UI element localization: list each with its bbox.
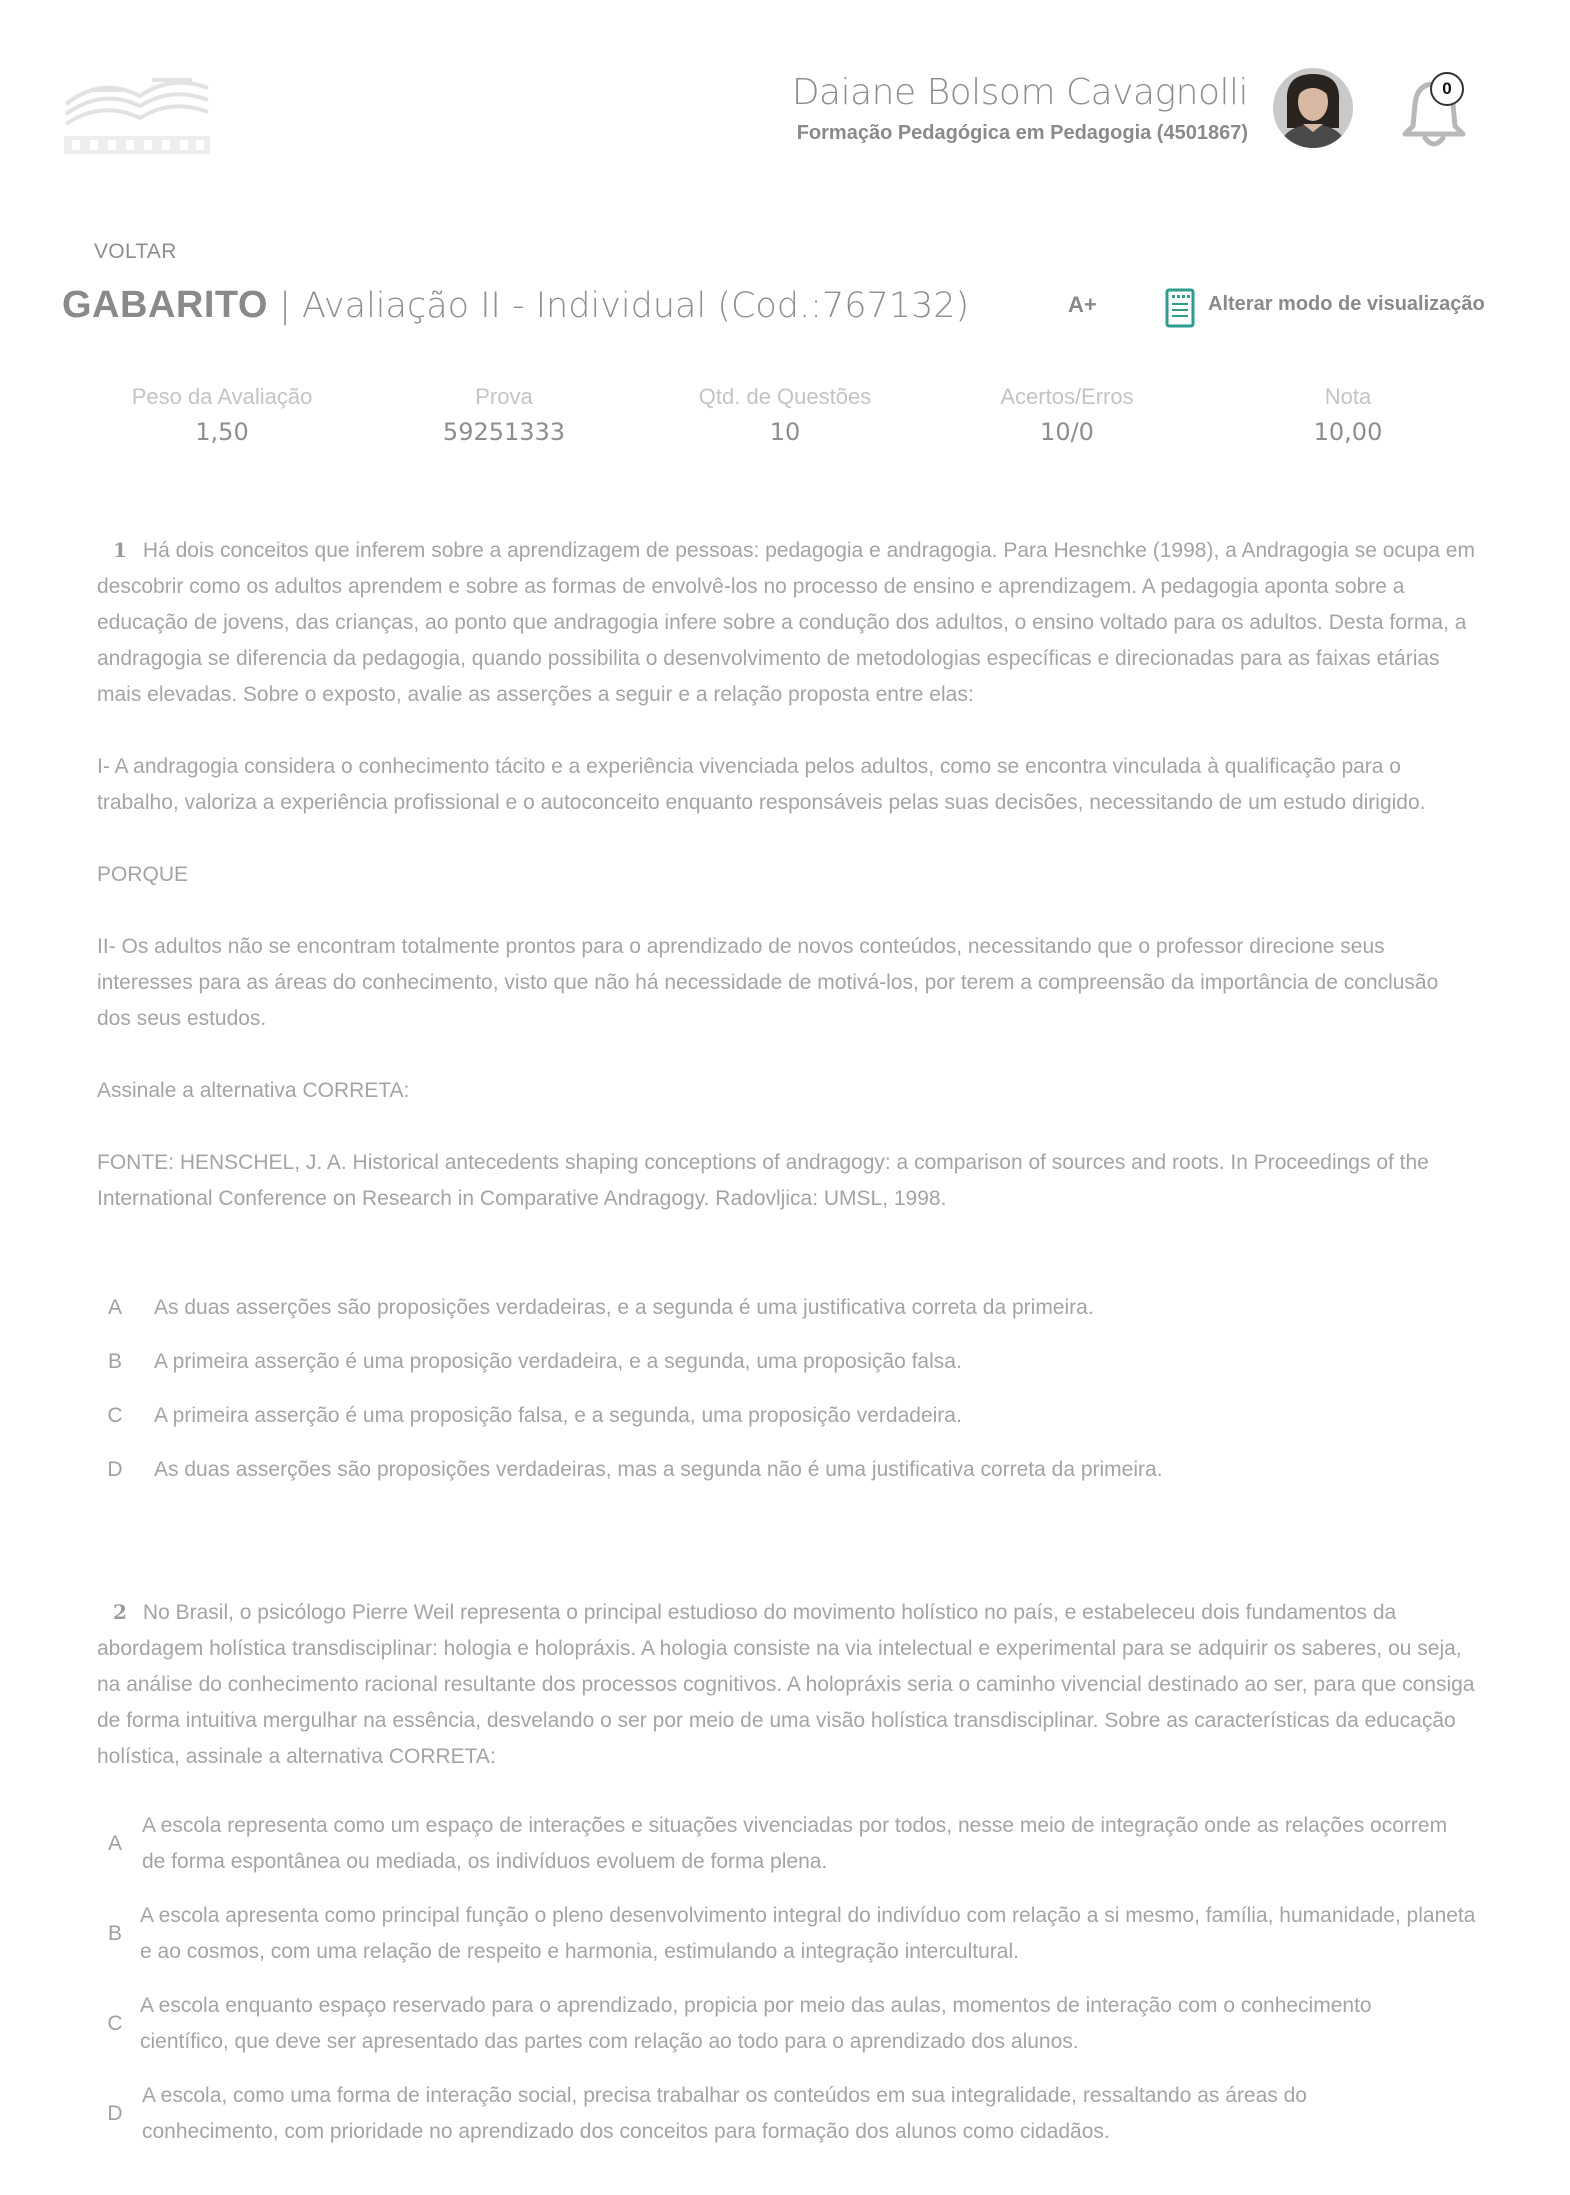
uniasselvi-logo[interactable] [62, 66, 212, 158]
increase-font-button[interactable]: A+ [1068, 292, 1097, 317]
option-letter: D [107, 1458, 123, 1481]
option-letter: A [107, 1296, 122, 1319]
instruction-text: Assinale a alternativa CORRETA: [97, 1079, 410, 1102]
option-letter: B [107, 1350, 122, 1373]
connector-text: PORQUE [97, 863, 189, 886]
stat-exam [364, 384, 644, 446]
change-view-mode-button[interactable]: Alterar modo de visualização [1208, 293, 1485, 315]
option-letter: D [107, 2102, 123, 2125]
option-letter: A [107, 1832, 122, 1855]
stat-question-count [645, 384, 925, 446]
question-number: 1 [113, 538, 127, 562]
question-2-option-a[interactable] [100, 1808, 1460, 1880]
option-letter: B [107, 1922, 122, 1945]
question-1-statement [97, 532, 1477, 713]
stat-value: 1,50 [195, 418, 249, 446]
question-2-option-d[interactable] [100, 2078, 1460, 2150]
question-2 [97, 1594, 1477, 1811]
stat-label: Peso da Avaliação [131, 384, 313, 409]
course-name: Formação Pedagógica em Pedagogia (4501867) [796, 122, 1248, 144]
option-text: A escola representa como um espaço de interações e situações vivenciadas por todos, nesse meio de integração onde as relações ocorrem de forma espontânea ou mediada, os indivíduos evoluem de forma plena. [142, 1814, 1448, 1873]
option-letter: C [107, 2012, 123, 2035]
question-text: No Brasil, o psicólogo Pierre Weil representa o principal estudioso do movimento holístico no país, e estabeleceu dois fundamentos da abordagem holística transdisciplinar: hologia e holopráxis. A hologia consiste na via intelectual e experimental para se adquirir os saberes, ou seja, na análise do conhecimento racional resultante dos processos cognitivos. A holopráxis seria o caminho vivencial destinado ao ser, para que consiga de forma intuitiva mergulhar na essência, desvelando o ser por meio de uma visão holística transdisciplinar. Sobre as características da educação holística, assinale a alternativa CORRETA: [97, 1601, 1475, 1768]
option-text: A escola, como uma forma de interação social, precisa trabalhar os conteúdos em sua integralidade, ressaltando as áreas do conhecimento, com prioridade no aprendizado dos conceitos para formação dos alunos como cidadãos. [142, 2084, 1307, 2143]
option-text: As duas asserções são proposições verdadeiras, mas a segunda não é uma justificativa correta da primeira. [154, 1458, 1163, 1481]
stat-label: Nota [1324, 384, 1372, 409]
option-text: A escola apresenta como principal função o pleno desenvolvimento integral do indivíduo com relação a si mesmo, família, humanidade, planeta e ao cosmos, com uma relação de respeito e harmonia, estimulando a integração intercultural. [140, 1904, 1476, 1963]
option-text: A escola enquanto espaço reservado para o aprendizado, propicia por meio das aulas, momentos de interação com o conhecimento científico, que deve ser apresentado das partes com relação ao todo para o aprendizado dos alunos. [140, 1994, 1372, 2053]
stat-value: 10,00 [1313, 418, 1383, 446]
page-title-separator: | [267, 286, 303, 326]
view-mode-icon[interactable] [1165, 288, 1195, 328]
stat-label: Prova [475, 384, 533, 409]
option-text: A primeira asserção é uma proposição falsa, e a segunda, uma proposição verdadeira. [154, 1404, 962, 1427]
stat-grade [1208, 384, 1488, 446]
question-number: 2 [113, 1600, 127, 1624]
assertion-1: I- A andragogia considera o conhecimento tácito e a experiência vivenciada pelos adultos, como se encontra vinculada à qualificação para o trabalho, valoriza a experiência profissional e o autoconceito enquanto responsáveis pelas suas decisões, necessitando de um estudo dirigido. [97, 755, 1426, 814]
question-text: Há dois conceitos que inferem sobre a aprendizagem de pessoas: pedagogia e andragogia. Para Hesnchke (1998), a Andragogia se ocupa em descobrir como os adultos aprendem e sobre as formas de envolvê-los no processo de ensino e aprendizagem. A pedagogia aponta sobre a educação de jovens, das crianças, ao ponto que andragogia infere sobre a condução dos adultos, o ensino voltado para os adultos. Desta forma, a andragogia se diferencia da pedagogia, quando possibilita o desenvolvimento de metodologias específicas e direcionadas para as faixas etárias mais elevadas. Sobre o exposto, avalie as asserções a seguir e a relação proposta entre elas: [97, 539, 1475, 706]
question-2-option-b[interactable] [100, 1898, 1476, 1970]
stat-hits-errors [927, 384, 1207, 446]
question-2-statement [97, 1594, 1477, 1775]
stat-weight [82, 384, 362, 446]
page-title-text: Avaliação II - Individual (Cod.:767132) [302, 286, 970, 326]
notification-count-badge[interactable]: 0 [1430, 72, 1464, 106]
question-2-option-c[interactable] [100, 1988, 1460, 2060]
page-title-prefix: GABARITO [62, 284, 268, 326]
stat-value: 10/0 [1040, 418, 1094, 446]
page-title [62, 284, 969, 327]
question-1 [97, 532, 1477, 1253]
stat-label: Qtd. de Questões [698, 384, 872, 409]
source-text: FONTE: HENSCHEL, J. A. Historical antecedents shaping conceptions of andragogy: a comparison of sources and roots. In Proceedings of the International Conference on Research in Comparative Andragogy. Radovljica: UMSL, 1998. [97, 1151, 1429, 1210]
stat-label: Acertos/Erros [1000, 384, 1134, 409]
avatar[interactable] [1273, 68, 1353, 148]
stat-value: 10 [769, 418, 801, 446]
user-name: Daiane Bolsom Cavagnolli [791, 72, 1248, 113]
option-text: As duas asserções são proposições verdadeiras, e a segunda é uma justificativa correta da primeira. [154, 1296, 1094, 1319]
stat-value: 59251333 [442, 418, 566, 446]
option-letter: C [107, 1404, 123, 1427]
assertion-2: II- Os adultos não se encontram totalmente prontos para o aprendizado de novos conteúdos, necessitando que o professor direcione seus interesses para as áreas do conhecimento, visto que não há necessidade de motivá-los, por terem a compreensão da importância de conclusão dos seus estudos. [97, 935, 1439, 1030]
option-text: A primeira asserção é uma proposição verdadeira, e a segunda, uma proposição falsa. [154, 1350, 962, 1373]
back-link[interactable]: VOLTAR [94, 240, 177, 263]
